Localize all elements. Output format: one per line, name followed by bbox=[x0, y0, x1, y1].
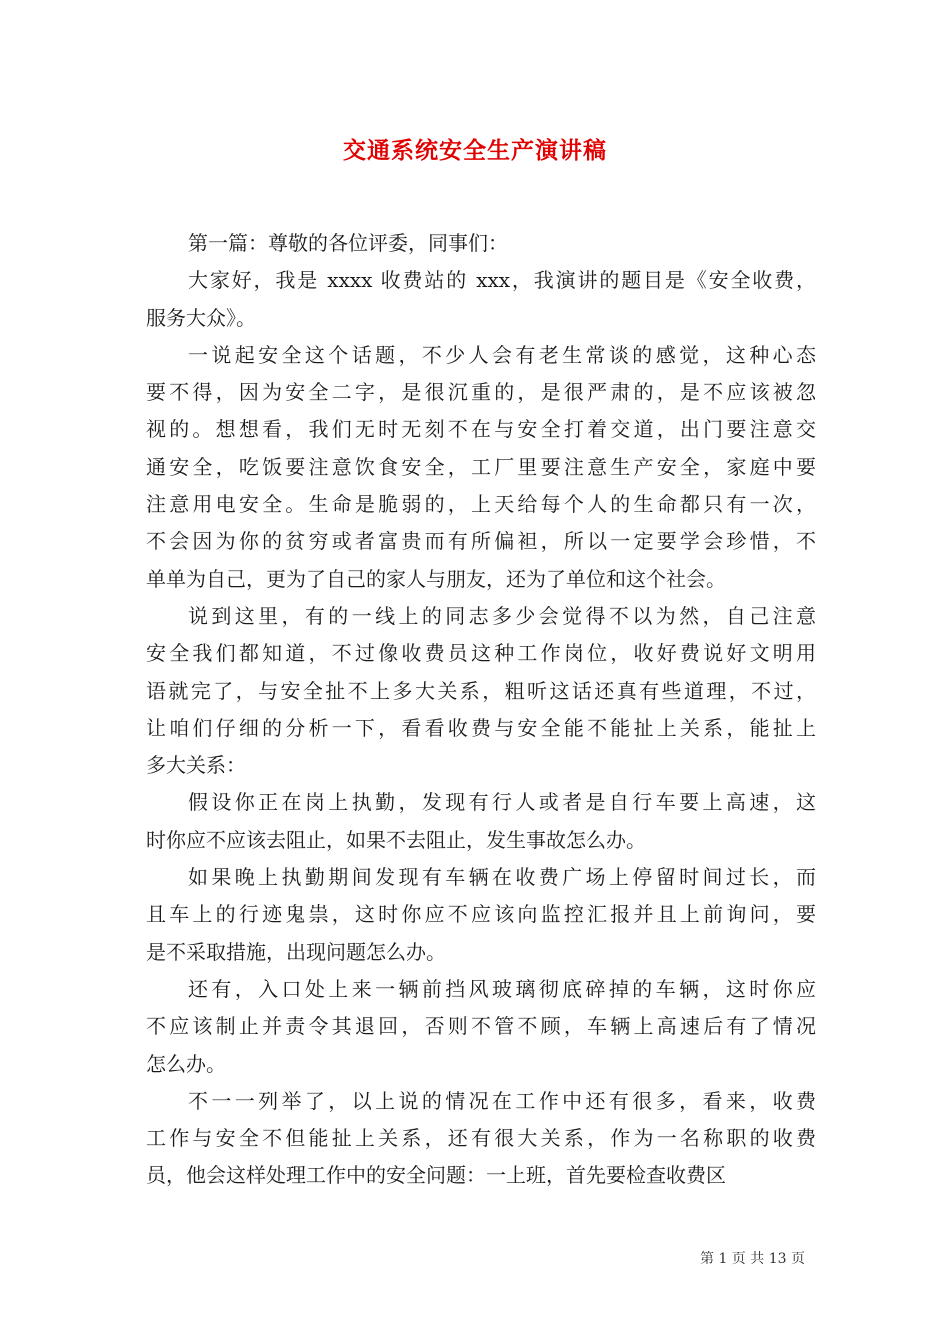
paragraph-line: 时你应不应该去阻止，如果不去阻止，发生事故怎么办。 bbox=[146, 827, 646, 852]
paragraph-line: 怎么办。 bbox=[146, 1051, 226, 1076]
paragraph-line: 是不采取措施，出现问题怎么办。 bbox=[146, 939, 446, 964]
paragraph-line: 第一篇：尊敬的各位评委，同事们： bbox=[188, 231, 508, 255]
paragraph-line: 员，他会这样处理工作中的安全问题：一上班，首先要检查收费区 bbox=[146, 1163, 726, 1188]
page-footer: 第 1 页 共 13 页 bbox=[700, 1251, 805, 1267]
paragraph-line: 通安全，吃饭要注意饮食安全，工厂里要注意生产安全，家庭中要 bbox=[146, 454, 816, 479]
paragraph-line: 要不得，因为安全二字，是很沉重的，是很严肃的，是不应该被忽 bbox=[146, 380, 816, 405]
paragraph-line: 说到这里，有的一线上的同志多少会觉得不以为然，自己注意 bbox=[188, 603, 816, 628]
document-title: 交通系统安全生产演讲稿 bbox=[343, 137, 607, 164]
paragraph-line: 工作与安全不但能扯上关系，还有很大关系，作为一名称职的收费 bbox=[146, 1126, 816, 1151]
paragraph-line: 假设你正在岗上执勤，发现有行人或者是自行车要上高速，这 bbox=[188, 790, 816, 815]
paragraph bbox=[146, 784, 816, 859]
paragraph bbox=[146, 225, 816, 262]
paragraph-line: 不会因为你的贫穷或者富贵而有所偏袒，所以一定要学会珍惜，不 bbox=[146, 529, 816, 554]
paragraph bbox=[146, 598, 816, 784]
paragraph-line: 语就完了，与安全扯不上多大关系，粗听这话还真有些道理，不过， bbox=[146, 678, 816, 703]
paragraph bbox=[146, 262, 816, 337]
paragraph bbox=[146, 337, 816, 598]
document-body bbox=[146, 225, 816, 1195]
paragraph bbox=[146, 1083, 816, 1195]
paragraph-line: 单单为自己，更为了自己的家人与朋友，还为了单位和这个社会。 bbox=[146, 566, 726, 591]
paragraph-line: 让咱们仔细的分析一下，看看收费与安全能不能扯上关系，能扯上 bbox=[146, 715, 816, 740]
paragraph-line: 不应该制止并责令其退回，否则不管不顾，车辆上高速后有了情况 bbox=[146, 1014, 816, 1039]
paragraph bbox=[146, 859, 816, 971]
paragraph-line: 不一一列举了，以上说的情况在工作中还有很多，看来，收费 bbox=[188, 1088, 816, 1113]
paragraph-line: 且车上的行迹鬼祟，这时你应不应该向监控汇报并且上前询问，要 bbox=[146, 902, 816, 927]
paragraph-line: 视的。想想看，我们无时无刻不在与安全打着交道，出门要注意交 bbox=[146, 417, 816, 442]
paragraph-line: 多大关系： bbox=[146, 753, 246, 778]
paragraph-line: 如果晚上执勤期间发现有车辆在收费广场上停留时间过长，而 bbox=[188, 865, 816, 890]
paragraph-line: 大家好，我是 xxxx 收费站的 xxx，我演讲的题目是《安全收费， bbox=[188, 268, 816, 293]
paragraph-line: 注意用电安全。生命是脆弱的，上天给每个人的生命都只有一次， bbox=[146, 492, 816, 517]
paragraph-line: 服务大众》。 bbox=[146, 305, 256, 330]
paragraph bbox=[146, 971, 816, 1083]
paragraph-line: 一说起安全这个话题，不少人会有老生常谈的感觉，这种心态 bbox=[188, 342, 816, 367]
paragraph-line: 安全我们都知道，不过像收费员这种工作岗位，收好费说好文明用 bbox=[146, 641, 816, 666]
paragraph-line: 还有，入口处上来一辆前挡风玻璃彻底碎掉的车辆，这时你应 bbox=[188, 976, 816, 1001]
